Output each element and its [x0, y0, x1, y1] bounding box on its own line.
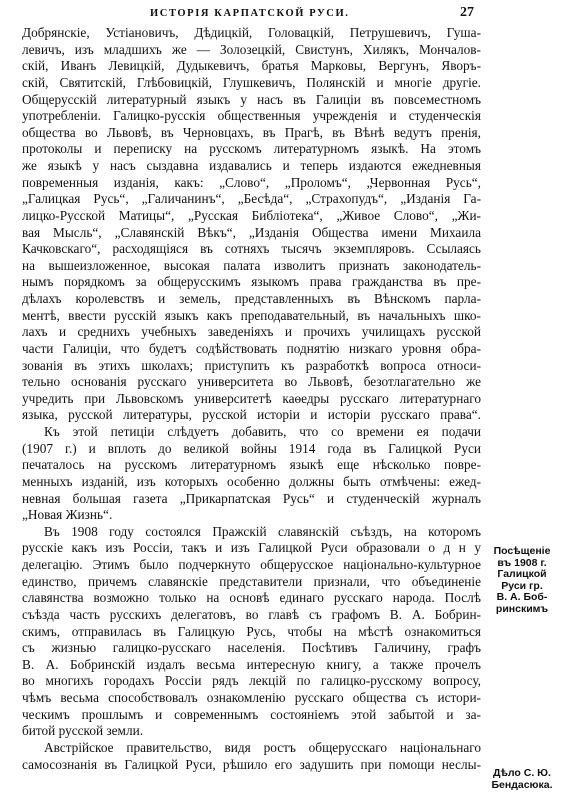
margin-note-line: Галицкой: [497, 568, 547, 580]
paragraph-end-line: битой русской земли.: [22, 723, 144, 739]
text-line: лахъ и среднихъ учебныхъ заведеніяхъ и прочихъ училищахъ русской: [22, 324, 481, 340]
text-line: славянства возможно только на основѣ единаго русскаго народа. Послѣ: [22, 590, 481, 606]
text-line: самосознанія въ Галицкой Руси, рѣшило его задушить при помощи неслы-: [22, 756, 481, 772]
text-line: скій, Святитскій, Глѣбовицкій, Глушкевичъ, Полянскій и многіе другіе.: [22, 74, 481, 90]
margin-note-line: ринскимъ: [495, 602, 549, 615]
text-line: общества во Львовѣ, въ Черновцахъ, въ Прагѣ, въ Вѣнѣ ведутъ пренія,: [22, 124, 481, 140]
text-line: (1907 г.) и вплоть до великой войны 1914 года въ Галицкой Руси: [22, 440, 481, 456]
text-line: Добрянскіе, Устіановичъ, Дѣдицкій, Головацкій, Петрушевичъ, Гуша-: [22, 25, 481, 40]
paragraph-start-line: Австрійское правительство, видя ростъ общерусскаго національнаго: [44, 739, 481, 755]
text-line: учредить при Львовскомъ университетѣ каѳедры русскаго литературнаго: [22, 390, 481, 406]
text-line: скимъ, отправилась въ Галицкую Русь, чтобы на мѣстѣ ознакомиться: [22, 623, 481, 639]
text-line: невная большая газета „Прикарпатская Русь“ и студенческій журналъ: [22, 490, 481, 506]
text-line: во многихъ городахъ Россіи рядъ лекцій по галицко-русскому вопросу,: [22, 673, 481, 689]
text-line: единство, причемъ славянскіе представители признали, что объединеніе: [22, 573, 481, 589]
text-line: делегацію. Этимъ было подчеркнуто общерусское національно-культурное: [22, 557, 481, 572]
margin-note-line: Бендасюка.: [491, 778, 553, 791]
text-line: зованія въ этихъ школахъ; приступить къ разработкѣ вопроса относи-: [22, 357, 481, 373]
text-line: левичъ, изъ младшихъ же — Золозецкій, Свистунъ, Хилякъ, Мончалов-: [22, 41, 481, 57]
text-line: же языкѣ у насъ сыздавна издавались и теперь издаются ежедневныя: [22, 158, 481, 173]
margin-note-line: въ 1908 г.: [497, 556, 547, 569]
text-line: дѣлахъ королевствъ и земель, представленныхъ въ Вѣнскомъ парла-: [22, 291, 481, 306]
text-line: скій, Иванъ Левицкій, Дудыкевичъ, братья Марковы, Вергунъ, Яворъ-: [22, 58, 481, 74]
body-text: [22, 25, 481, 773]
text-line: менныхъ изданій, изъ которыхъ особенно должны быть отмѣчены: ежед-: [22, 473, 481, 489]
text-line: нымъ порядкомъ за общерусскимъ языкомъ права гражданства въ пре-: [22, 274, 481, 290]
text-line: протоколы и переписку на русскомъ литературномъ языкѣ. На этомъ: [22, 141, 481, 157]
text-line: вая Мысль“, „Славянскій Вѣкъ“, „Изданія Общества имени Михаила: [22, 224, 481, 240]
margin-note-bobrinsky-visit: [486, 546, 558, 615]
margin-note-line: В. А. Боб-: [496, 591, 548, 603]
text-line: лицко-Русской Матицы“, „Русская Библіотека“, „Живое Слово“, „Жи-: [22, 207, 481, 223]
text-line: „Галицкая Русь“, „Галичанинъ“, „Бесѣда“, „Страхопудъ“, „Изданія Га-: [22, 191, 481, 207]
text-line: повременныя изданія, какъ: „Слово“, „Проломъ“, „Червонная Русь“,: [22, 174, 481, 190]
text-line: съѣзда часть русскихъ делегатовъ, во главѣ съ графомъ В. А. Бобрин-: [22, 606, 481, 622]
text-line: В. А. Бобринскій издалъ весьма интересную книгу, а также прочелъ: [22, 656, 481, 672]
text-line: части Галиціи, что будетъ содѣйствовать поднятію низкаго уровня обра-: [22, 340, 481, 356]
margin-note-line: Руси гр.: [501, 579, 543, 592]
margin-note-line: Дѣло С. Ю.: [493, 767, 551, 779]
text-line: Качковскаго“, расходящіяся въ сотняхъ тысячъ экземпляровъ. Ссылаясь: [22, 241, 481, 257]
text-line: съ жизнью галицко-русскаго населенія. Посѣтивъ Галичину, графъ: [22, 640, 481, 656]
text-line: ментѣ, ввести русскій языкъ какъ преподавательный, въ начальныхъ шко-: [22, 307, 481, 323]
margin-note-line: Посѣщеніе: [493, 545, 551, 557]
text-line: Общерусскій литературный языкъ у насъ въ Галиціи въ повсеместномъ: [22, 91, 481, 107]
text-line: на вышеизложенное, высокая палата изволитъ признать законодатель-: [22, 257, 481, 273]
page-number: 27: [460, 5, 474, 20]
text-line: тельно основанія русскаго университета во Львовѣ, безотлагательно же: [22, 374, 481, 390]
running-title: ИСТОРІЯ КАРПАТСКОЙ РУСИ.: [150, 8, 350, 19]
text-line: употребленіи. Галицко-русскія общественныя учрежденія и студенческія: [22, 108, 481, 124]
margin-note-bendasyuk-case: [486, 768, 558, 791]
text-line: языка, русской литературы, русской исторіи и исторіи русскаго права“.: [22, 407, 481, 423]
text-line: русскіе какъ изъ Россіи, такъ и изъ Галицкой Руси образовали о д н у: [22, 540, 481, 556]
text-line: печаталось на русскомъ литературномъ языкѣ еще нѣсколько повре-: [22, 457, 481, 473]
text-line: чѣмъ весьма способствовалъ ознакомленію русскаго общества съ истори-: [22, 690, 481, 705]
paragraph-start-line: Въ 1908 году состоялся Пражскій славянскій съѣздъ, на которомъ: [44, 523, 481, 539]
text-line: ческимъ прошлымъ и современнымъ состояніемъ этой забытой и за-: [22, 706, 481, 722]
paragraph-end-line: „Новая Жизнь“.: [22, 507, 113, 523]
paragraph-start-line: Къ этой петиціи слѣдуетъ добавить, что со времени ея подачи: [44, 424, 481, 439]
